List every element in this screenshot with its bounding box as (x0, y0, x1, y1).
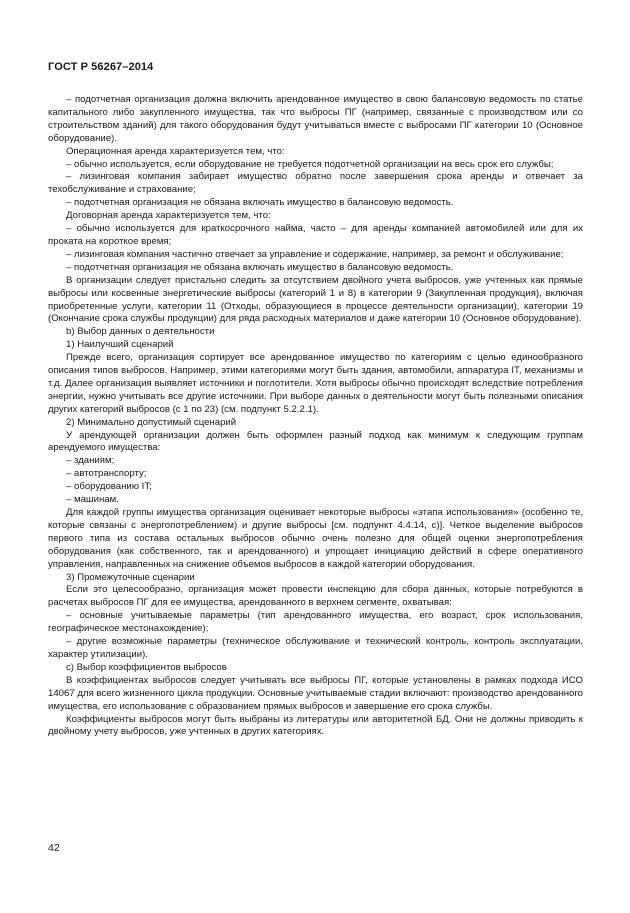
list-item: – оборудованию IT; (66, 481, 152, 493)
paragraph: Коэффициенты выбросов могут быть выбраны из литературы или авторитетной БД. Они не должны приводить к двойному учету выбросов, уже учтенных в других категориях. (48, 713, 583, 738)
list-item: – машинам. (66, 494, 119, 506)
paragraph: – подотчетная организация не обязана включать имущество в балансовую ведомость. (66, 261, 454, 273)
paragraph: В организации следует пристально следить за отсутствием двойного учета выбросов, уже учтенных как прямые выбросы или косвенные энергетические выбросы (категорий 1 и 8) в категории 9 (Закупленная продукция), включая приобретенные услуги, категории 11 (Отходы, образующиеся в процессе деятельности организации), категории 19 (Окончание срока службы продукции) для ряда расходных материалов и даже категории 10 (Основное оборудование). (48, 274, 583, 325)
paragraph: У арендующей организации должен быть оформлен разный подход как минимум к следующим группам арендуемого имущества: (48, 429, 583, 454)
paragraph: Для каждой группы имущества организация оценивает некоторые выбросы «этапа использования» (особенно те, которые связаны с энергопотреблением) и другие выбросы [см. подпункт 4.4.14, c)]. Четкое выделение выбросов первого типа из состава остальных выбросов обычно очень полезно для общей оценки энергопотребления оборудования (как собственного, так и арендованного) и упрощает инициацию действий в сфере оперативного управления, направленных на снижение объемов выбросов в каждой категории оборудования. (48, 507, 583, 570)
body-text (48, 94, 583, 739)
paragraph: Операционная аренда характеризуется тем, что: (66, 145, 285, 157)
paragraph: – лизинговая компания частично отвечает за управление и содержание, например, за ремонт и обслуживание; (66, 248, 564, 260)
paragraph: – обычно используется, если оборудование не требуется подотчетной организации на весь срок его службы; (66, 158, 554, 170)
paragraph: – обычно используется для краткосрочного найма, часто – для аренды компанией автомобилей или для их проката на короткое время; (48, 223, 583, 247)
paragraph: – лизинговая компания забирает имущество обратно после завершения срока аренды и отвечает за техобслуживание и страхование; (48, 171, 583, 196)
list-item: – другие возможные параметры (техническое обслуживание и технический контроль, контроль эксплуатации, характер утилизации). (48, 636, 583, 660)
standard-header: ГОСТ Р 56267–2014 (48, 61, 154, 73)
section-heading: b) Выбор данных о деятельности (66, 326, 215, 338)
page-number: 42 (48, 842, 60, 854)
section-heading: c) Выбор коэффициентов выбросов (66, 661, 227, 673)
paragraph: В коэффициентах выбросов следует учитывать все выбросы ПГ, которые установлены в рамках подхода ИСО 14067 для всего жизненного цикла продукции. Основные учитываемые стадии включают: производство арендованного имущества, его использование с образованием прямых выбросов и завершение его срока службы. (48, 674, 583, 712)
paragraph: Прежде всего, организация сортирует все арендованное имущество по категориям с целью единообразного описания типов выбросов. Например, этими категориями могут быть здания, автомобили, аппаратура IT, механизмы и т.д. Далее организация выявляет источники и поглотители. Хотя выбросы обычно происходят вследствие потребления энергии, нужно учитывать все другие источники. При выборе данных о деятельности могут быть полезными описания других категорий выбросов (с 1 по 23) (см. подпункт 5.2.2.1). (48, 352, 583, 415)
list-item: – автотранспорту; (66, 468, 147, 480)
subsection-heading: 3) Промежуточные сценарии (66, 571, 195, 583)
list-item: – основные учитываемые параметры (тип арендованного имущества, его возраст, срок использования, географическое местонахождение); (48, 610, 583, 635)
paragraph: Договорная аренда характеризуется тем, что: (66, 210, 271, 222)
subsection-heading: 1) Наилучший сценарий (66, 339, 174, 351)
paragraph: – подотчетная организация должна включить арендованное имущество в свою балансовую ведомость по статье капитального либо закупленного имущества, так что выбросы ПГ (например, связанные с производством или со строительством зданий) для такого оборудования будут учитываться вместе с выбросами ПГ категории 10 (Основное оборудование). (48, 94, 583, 144)
subsection-heading: 2) Минимально допустимый сценарий (66, 416, 237, 428)
paragraph: – подотчетная организация не обязана включать имущество в балансовую ведомость. (66, 197, 454, 209)
paragraph: Если это целесообразно, организация может провести инспекцию для сбора данных, которые потребуются в расчетах выбросов ПГ для ее имущества, арендованного в верхнем сегменте, охватывая: (48, 584, 583, 609)
list-item: – зданиям; (66, 455, 115, 467)
